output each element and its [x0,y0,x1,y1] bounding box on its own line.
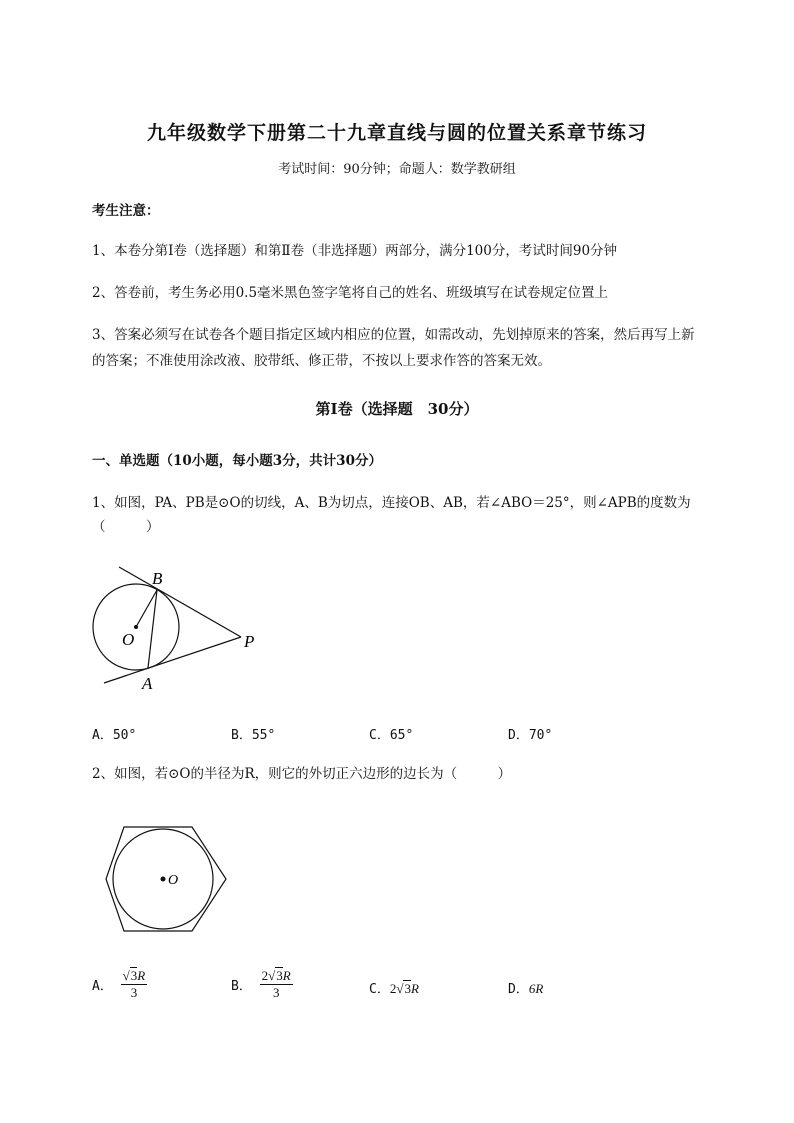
exam-info: 考试时间：90分钟；命题人：数学教研组 [278,162,516,177]
option-c-radicand: 3 [404,981,411,996]
label-o: O [122,630,135,649]
option-a-radicand: 3 [130,968,138,983]
hexagon [106,827,226,931]
segment-ab [148,590,157,668]
option-c-var: R [410,981,419,996]
center-dot [161,877,166,882]
option-c-prefix: C． [369,982,390,997]
option-a-denominator: 3 [130,985,138,1000]
notice-item-2: 2、答卷前，考生务必用0.5毫米黑色签字笔将自己的姓名、班级填写在试卷规定位置上 [92,285,609,301]
option-b-prefix: B． [231,979,252,994]
question-2-option-d[interactable] [508,978,543,997]
question-2-option-a[interactable] [92,968,147,1001]
option-b-numerator: 2√3R [261,968,291,983]
notice-item-1: 1、本卷分第I卷（选择题）和第Ⅱ卷（非选择题）两部分，满分100分，考试时间90分钟 [92,243,618,259]
option-d-value: 6R [528,981,544,996]
question-1-figure [86,560,276,695]
question-1-option-b[interactable]: B．55° [231,728,276,743]
option-b-fraction [260,968,293,1001]
question-1-option-c[interactable]: C．65° [369,728,414,743]
center-dot [134,625,138,629]
option-a-fraction [121,968,148,1001]
option-b-denominator: 3 [272,985,280,1000]
page-title: 九年级数学下册第二十九章直线与圆的位置关系章节练习 [146,122,647,144]
section-title: 第I卷（选择题 30分） [315,400,479,418]
question-2-option-b[interactable] [231,968,293,1001]
label-b: B [152,569,163,588]
label-a: A [142,674,153,693]
option-a-prefix: A． [92,979,113,994]
notice-item-3-cont: 的答案；不准使用涂改液、胶带纸、修正带，不按以上要求作答的答案无效。 [92,353,551,369]
question-1-option-d[interactable]: D．70° [508,728,553,743]
option-b-var: R [282,968,291,983]
option-d-prefix: D． [508,982,529,997]
notice-heading: 考生注意： [92,203,160,219]
question-1-option-a[interactable]: A．50° [92,728,137,743]
part-heading: 一、单选题（10小题，每小题3分，共计30分） [92,453,382,469]
option-a-var: R [137,968,146,983]
option-a-numerator: √3R [122,968,146,983]
question-2-text: 2、如图，若⊙O的半径为R，则它的外切正六边形的边长为（ ） [92,766,512,782]
question-1-blank: （ ） [92,519,160,535]
question-1-text: 1、如图，PA、PB是⊙O的切线，A、B为切点，连接OB、AB，若∠ABO＝25°，则∠APB的度数为 [92,495,691,511]
label-p: P [244,632,255,651]
question-2-option-c[interactable]: C．2√3R [369,981,419,997]
notice-item-3: 3、答案必须写在试卷各个题目指定区域内相应的位置，如需改动，先划掉原来的答案，然后再写上新 [92,327,695,343]
label-o: O [168,873,179,888]
question-2-figure [100,825,230,935]
option-b-coef: 2 [261,968,269,983]
option-b-radicand: 3 [276,968,283,983]
option-c-coef: 2 [389,981,397,996]
